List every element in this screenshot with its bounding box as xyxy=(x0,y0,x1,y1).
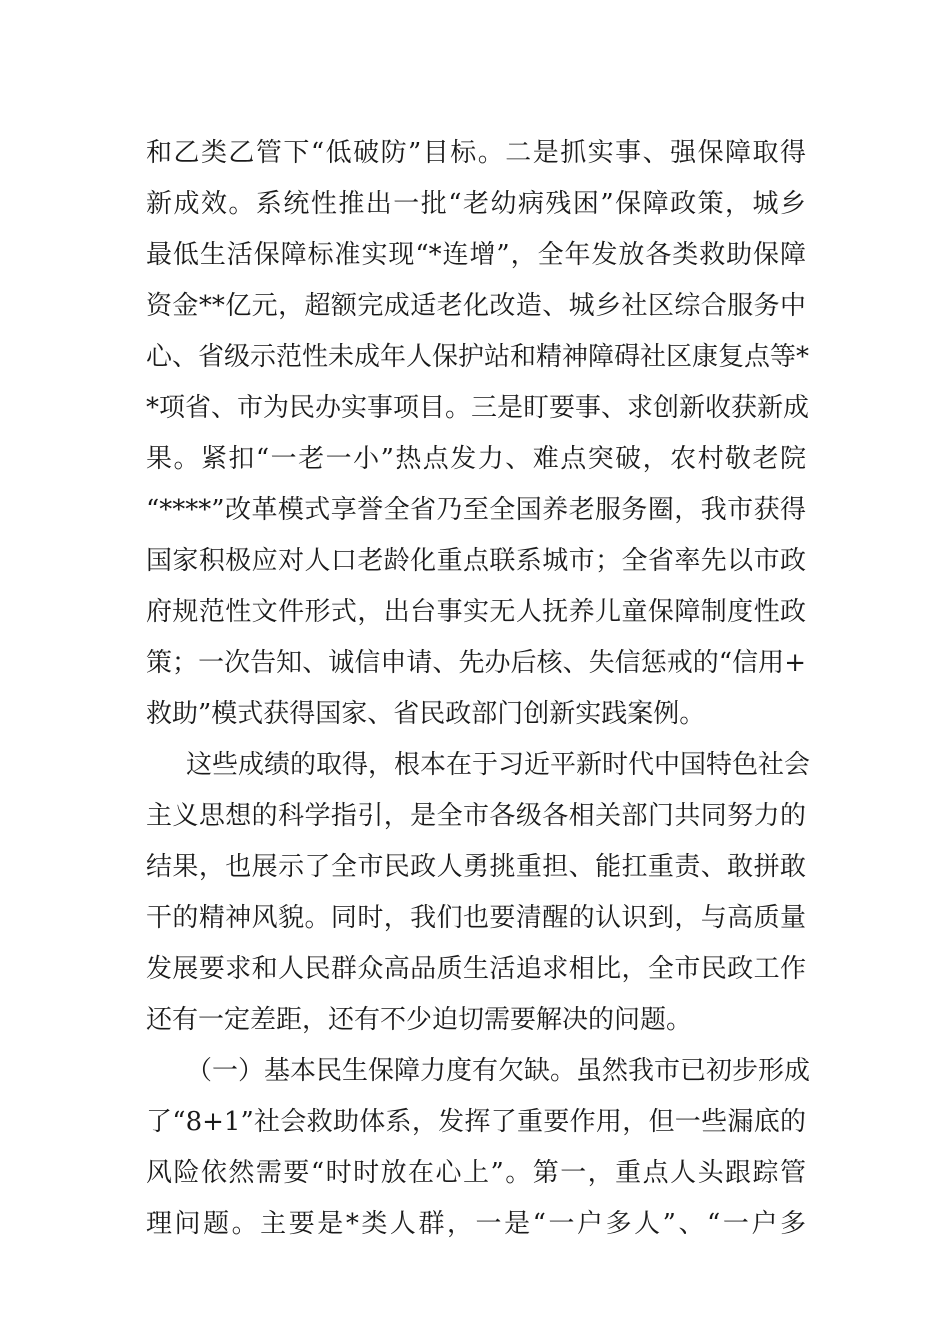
text-line: 策；一次告知、诚信申请、先办后核、失信惩戒的“信用+ xyxy=(146,648,806,678)
text-line: 最低生活保障标准实现“*连增”，全年发放各类救助保障 xyxy=(146,240,806,270)
text-line: 理问题。主要是*类人群，一是“一户多人”、“一户多 xyxy=(146,1209,806,1239)
text-line: 这些成绩的取得，根本在于习近平新时代中国特色社会 xyxy=(186,750,811,780)
text-line: 救助”模式获得国家、省民政部门创新实践案例。 xyxy=(146,699,706,729)
text-line: 和乙类乙管下“低破防”目标。二是抓实事、强保障取得 xyxy=(146,138,806,168)
text-line: 果。紧扣“一老一小”热点发力、难点突破，农村敬老院 xyxy=(146,444,806,474)
text-line: （一）基本民生保障力度有欠缺。虽然我市已初步形成 xyxy=(186,1056,811,1086)
text-line: *项省、市为民办实事项目。三是盯要事、求创新收获新成 xyxy=(146,393,810,423)
text-line: 主义思想的科学指引，是全市各级各相关部门共同努力的 xyxy=(146,801,806,831)
text-line: 发展要求和人民群众高品质生活追求相比，全市民政工作 xyxy=(146,954,806,984)
text-line: 新成效。系统性推出一批“老幼病残困”保障政策，城乡 xyxy=(146,189,806,219)
text-line: 风险依然需要“时时放在心上”。第一，重点人头跟踪管 xyxy=(146,1158,806,1188)
text-line: 了“8+1”社会救助体系，发挥了重要作用，但一些漏底的 xyxy=(146,1107,806,1137)
text-line: 结果，也展示了全市民政人勇挑重担、能扛重责、敢拼敢 xyxy=(146,852,806,882)
text-line: 府规范性文件形式，出台事实无人抚养儿童保障制度性政 xyxy=(146,597,806,627)
text-line: 资金**亿元，超额完成适老化改造、城乡社区综合服务中 xyxy=(146,291,806,321)
text-line: 心、省级示范性未成年人保护站和精神障碍社区康复点等* xyxy=(146,342,810,372)
text-line: 国家积极应对人口老龄化重点联系城市；全省率先以市政 xyxy=(146,546,806,576)
text-line: “****”改革模式享誉全省乃至全国养老服务圈，我市获得 xyxy=(146,495,806,525)
text-line: 还有一定差距，还有不少迫切需要解决的问题。 xyxy=(146,1005,693,1035)
text-line: 干的精神风貌。同时，我们也要清醒的认识到，与高质量 xyxy=(146,903,806,933)
